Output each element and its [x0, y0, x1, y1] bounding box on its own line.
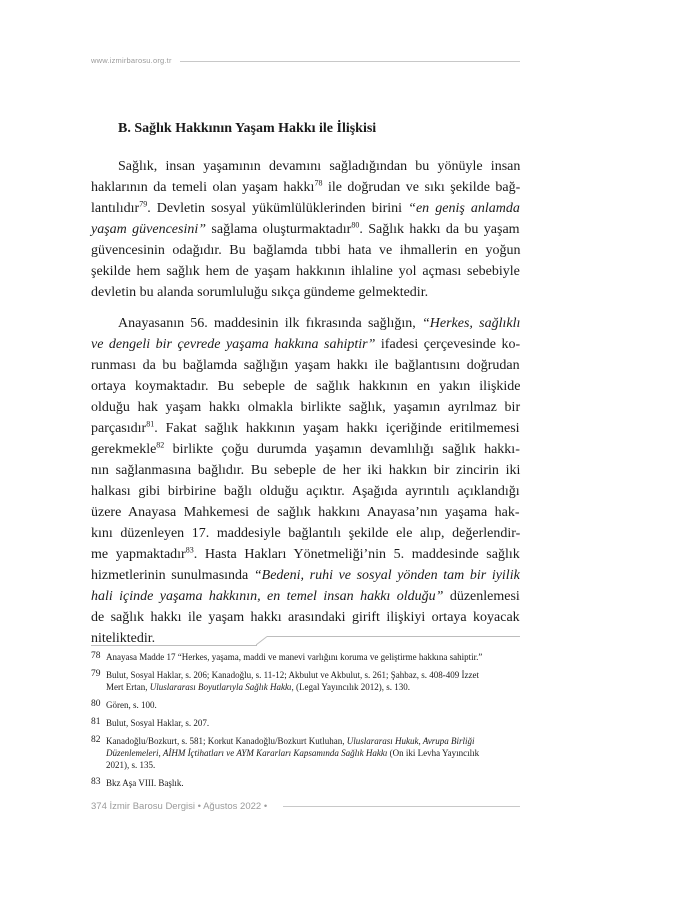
header-url: www.izmirbarosu.org.tr — [91, 56, 172, 65]
paragraph-2 — [91, 313, 520, 649]
text-line: devletin bu alanda sorumluluğu sıkça gündeme gelmektedir. — [91, 285, 429, 300]
footnote-number: 79 — [91, 669, 101, 679]
footer-rule — [283, 806, 520, 807]
text-line: de sağlık hakkı ile yaşam hakkı arasındaki girift ilişkiyi ortaya koyacak — [91, 610, 520, 625]
section-heading: B. Sağlık Hakkının Yaşam Hakkı ile İlişkisi — [118, 121, 377, 136]
footnote-ref[interactable]: 81 — [146, 419, 155, 429]
text-line: runması da bu bağlamda sağlığın yaşam hakkı ile bağlantısını doğrudan — [91, 358, 520, 373]
text-line: Sağlık, insan yaşamının devamını sağladığından bu yönüyle insan — [118, 159, 521, 174]
footnote-82: 82 Kanadoğlu/Bozkurt, s. 581; Korkut Kanadoğlu/Bozkurt Kutluhan, Uluslararası Hukuk, Avrupa Birliği Düzenlemeleri, AİHM İçtihatları ve AYM Kararları Kapsamında Sağlık Hakkı (On iki Levha Yayıncılık 2021), s. 135. — [91, 735, 480, 770]
text-line: ortaya koymaktadır. Bu sebeple de sağlık hakkının en yakın ilişkide — [91, 379, 521, 394]
footnote-ref[interactable]: 79 — [139, 199, 148, 209]
footnote-78: 78 Anayasa Madde 17 “Herkes, yaşama, maddi ve manevi varlığını koruma ve geliştirme hakkına sahiptir.” — [91, 651, 483, 662]
header-rule — [180, 61, 520, 62]
text-line: haklarının da temeli olan yaşam hakkı$^{78}$ ile doğrudan ve sıkı şekilde bağ- — [91, 178, 521, 195]
text-line: yaşam güvencesini” sağlama oluşturmaktadır$^{80}$. Sağlık hakkı da bu yaşam — [91, 220, 520, 237]
footnote-divider — [91, 645, 257, 646]
text-line: kını düzenleyen 17. maddesiyle bağlantılı şekilde ele alıp, değerlendir- — [91, 526, 521, 541]
footnote-number: 81 — [91, 717, 101, 727]
footnote-81: 81 Bulut, Sosyal Haklar, s. 207. — [91, 717, 210, 728]
footnote-divider-notch — [256, 636, 268, 645]
text-line: lantılıdır$^{79}$. Devletin sosyal yükümlülüklerinden birini “en geniş anlamda — [91, 199, 520, 216]
footnotes — [91, 651, 520, 795]
text-line: nın sağlanmasına bağlıdır. Bu sebeple de her iki hakkın bir zincirin iki — [91, 463, 521, 478]
text-line: üzere Anayasa Mahkemesi de sağlık hakkını Anayasa’nın yaşama hak- — [91, 505, 520, 520]
footnote-ref[interactable]: 80 — [351, 220, 360, 230]
footnote-number: 80 — [91, 699, 101, 709]
footnote-ref[interactable]: 78 — [314, 178, 323, 188]
text-line: olduğu hak yaşam hakkı olmakla birlikte sağlık, yaşamın ayrılmaz bir — [91, 400, 521, 415]
page-footer: 374 İzmir Barosu Dergisi • Ağustos 2022 • — [91, 801, 268, 812]
text-line: niteliktedir. — [91, 631, 156, 646]
text-line: Anayasanın 56. maddesinin ilk fıkrasında sağlığın, “Herkes, sağlıklı — [118, 316, 521, 331]
text-line: parçasıdır$^{81}$. Fakat sağlık hakkının yaşam hakkı içeriğinde eritilmemesi — [91, 419, 520, 436]
footnote-number: 83 — [91, 777, 101, 787]
text-line: ve dengeli bir çevrede yaşama hakkına sahiptir” ifadesi çerçevesinde ko- — [91, 337, 521, 352]
text-line: şekilde hem sağlık hem de yaşam hakkının ihlaline yol açması sebebiyle — [91, 264, 520, 279]
footnote-number: 82 — [91, 735, 101, 745]
text-line: güvencesinin odağıdır. Bu bağlamda tıbbi hata ve ihmallerin en yoğun — [91, 243, 521, 258]
footnote-ref[interactable]: 82 — [156, 440, 165, 450]
text-line: hizmetlerinin sunulmasında “Bedeni, ruhi ve sosyal yönden tam bir iyilik — [91, 568, 520, 583]
footnote-number: 78 — [91, 651, 101, 661]
text-line: hali içinde yaşama hakkının, en temel insan hakkı olduğu” düzenlemesi — [91, 589, 520, 604]
footnote-80: 80 Gören, s. 100. — [91, 699, 157, 710]
footnote-ref[interactable]: 83 — [185, 545, 194, 555]
paragraph-1 — [91, 156, 520, 303]
footnote-79: 79 Bulut, Sosyal Haklar, s. 206; Kanadoğlu, s. 11-12; Akbulut ve Akbulut, s. 261; Şahbaz, s. 408-409 İzzet Mert Ertan, Uluslararası Boyutlarıyla Sağlık Hakkı, (Legal Yayıncılık 2012), s. 130. — [91, 669, 480, 692]
footnote-83: 83 Bkz Aşa VIII. Başlık. — [91, 777, 184, 788]
text-line: me yapmaktadır$^{83}$. Hasta Hakları Yönetmeliği’nin 5. maddesinde sağlık — [91, 545, 520, 562]
text-line: halkası gibi birbirine bağlı olduğu açıktır. Aşağıda ayrıntılı açıklandığı — [91, 484, 520, 499]
footnote-divider — [267, 636, 520, 637]
text-line: gerekmekle$^{82}$ birlikte çoğu durumda yaşamın devamlılığı sağlık hakkı- — [91, 440, 520, 457]
